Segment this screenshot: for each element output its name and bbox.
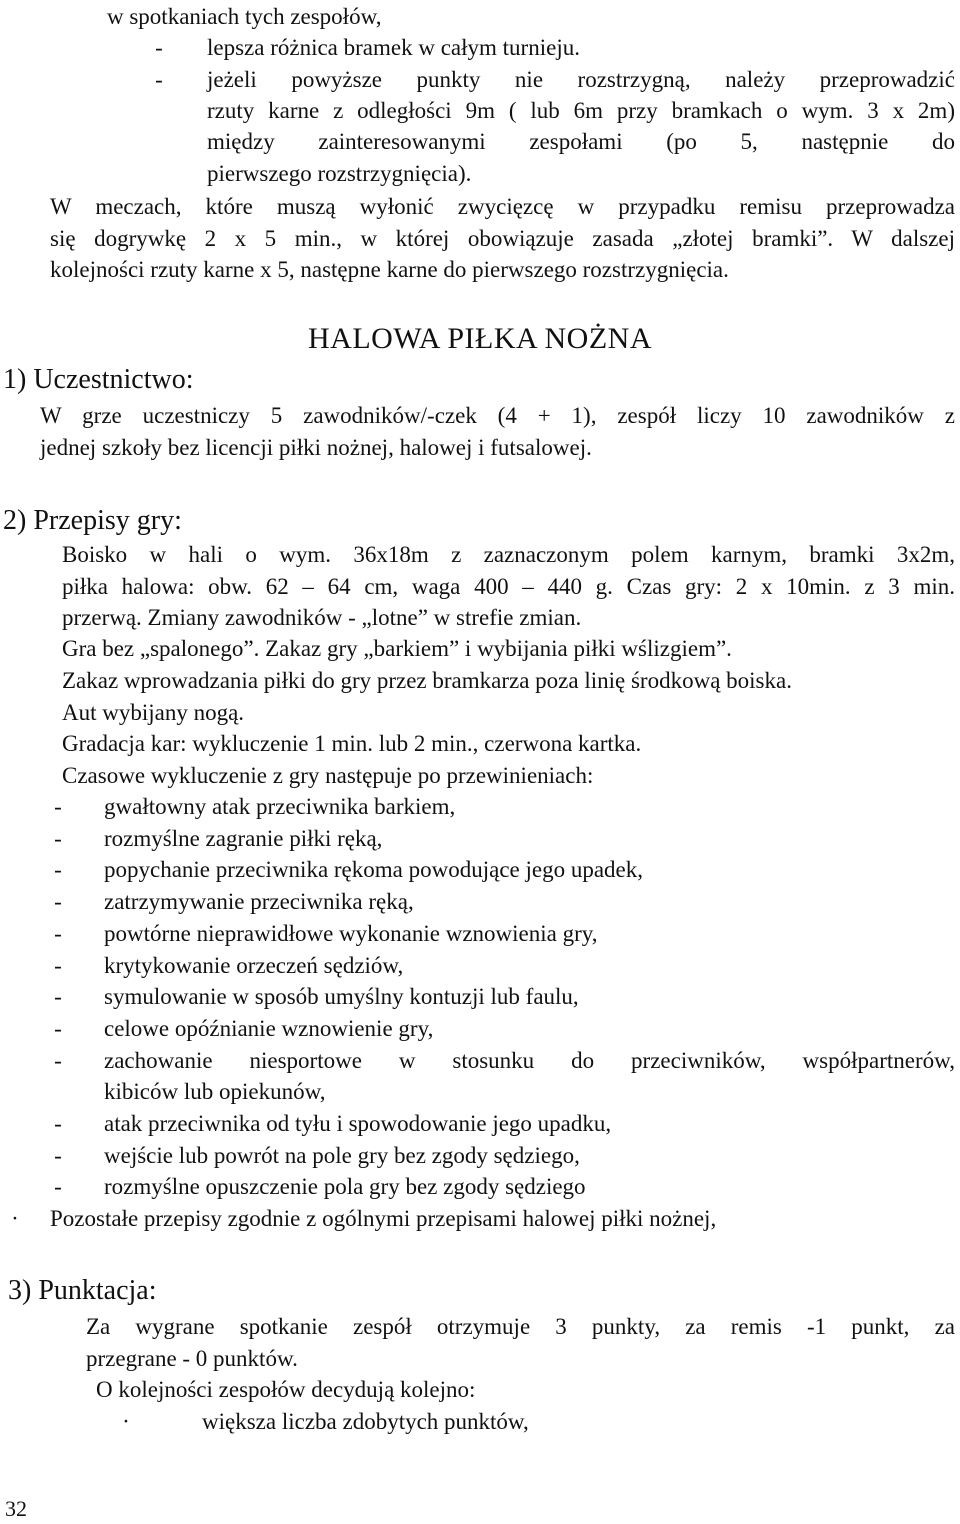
scoring-line: O kolejności zespołów decydują kolejno: [96, 1377, 476, 1402]
page-title: HALOWA PIŁKA NOŻNA [308, 322, 652, 355]
rules-line: piłka halowa: obw. 62 – 64 cm, waga 400 – 440 g. Czas gry: 2 x 10min. z 3 min. [62, 574, 955, 599]
foul-item: powtórne nieprawidłowe wykonanie wznowienia gry, [104, 921, 598, 946]
rules-line: przerwą. Zmiany zawodników - „lotne” w strefie zmian. [62, 605, 582, 630]
foul-item: zachowanie niesportowe w stosunku do przeciwników, współpartnerów, [104, 1048, 955, 1073]
list-dash: - [54, 984, 62, 1009]
rules-other: Pozostałe przepisy zgodnie z ogólnymi przepisami halowej piłki nożnej, [50, 1206, 717, 1231]
list-dash: - [54, 1143, 62, 1168]
list-dash: - [54, 889, 62, 914]
scoring-bullet-item: większa liczba zdobytych punktów, [202, 1409, 529, 1434]
list-dash: - [54, 1016, 62, 1041]
list-dash: - [54, 857, 62, 882]
page-number: 32 [5, 1496, 27, 1521]
foul-item: popychanie przeciwnika rękoma powodujące jego upadek, [104, 857, 644, 882]
foul-item: celowe opóźnianie wznowienie gry, [104, 1016, 434, 1041]
intro-paragraph-line: się dogrywkę 2 x 5 min., w której obowiązuje zasada „złotej bramki”. W dalszej [50, 226, 955, 251]
intro-paragraph-line: kolejności rzuty karne x 5, następne karne do pierwszego rozstrzygnięcia. [50, 257, 729, 282]
rules-line: Gradacja kar: wykluczenie 1 min. lub 2 min., czerwona kartka. [62, 731, 642, 756]
section1-line: W grze uczestniczy 5 zawodników/-czek (4 + 1), zespół liczy 10 zawodników z [40, 403, 955, 428]
list-dash: - [155, 67, 163, 92]
foul-item-cont: kibiców lub opiekunów, [104, 1079, 326, 1104]
list-dash: - [155, 35, 163, 60]
intro-list-item-cont: rzuty karne z odległości 9m ( lub 6m przy bramkach o wym. 3 x 2m) [207, 98, 955, 123]
foul-item: zatrzymywanie przeciwnika ręką, [104, 889, 414, 914]
list-dash: - [54, 953, 62, 978]
foul-item: wejście lub powrót na pole gry bez zgody sędziego, [104, 1143, 580, 1168]
section-heading-punktacja: 3) Punktacja: [8, 1275, 157, 1306]
intro-list-item-cont: między zainteresowanymi zespołami (po 5, następnie do [207, 129, 955, 154]
foul-item: rozmyślne zagranie piłki ręką, [104, 826, 383, 851]
foul-item: krytykowanie orzeczeń sędziów, [104, 953, 404, 978]
list-dash: - [54, 1048, 62, 1073]
rules-line: Zakaz wprowadzania piłki do gry przez bramkarza poza linię środkową boiska. [62, 668, 792, 693]
rules-line: Czasowe wykluczenie z gry następuje po przewinieniach: [62, 763, 594, 788]
foul-item: gwałtowny atak przeciwnika barkiem, [104, 794, 456, 819]
intro-list-item: jeżeli powyższe punkty nie rozstrzygną, należy przeprowadzić [207, 67, 955, 92]
rules-line: Aut wybijany nogą. [62, 700, 245, 725]
list-dash: - [54, 921, 62, 946]
section-heading-uczestnictwo: 1) Uczestnictwo: [3, 364, 194, 395]
list-dash: - [54, 1111, 62, 1136]
list-dash: - [54, 1174, 62, 1199]
intro-paragraph-line: W meczach, które muszą wyłonić zwycięzcę w przypadku remisu przeprowadza [50, 194, 955, 219]
rules-line: Gra bez „spalonego”. Zakaz gry „barkiem” i wybijania piłki wślizgiem”. [62, 636, 732, 661]
bullet-dot: · [11, 1206, 19, 1231]
intro-list-item: lepsza różnica bramek w całym turnieju. [207, 35, 580, 60]
section1-line: jednej szkoły bez licencji piłki nożnej, halowej i futsalowej. [40, 435, 592, 460]
list-dash: - [54, 826, 62, 851]
section-heading-przepisy: 2) Przepisy gry: [3, 505, 182, 536]
intro-list-item-cont: pierwszego rozstrzygnięcia). [207, 161, 472, 186]
list-dash: - [54, 794, 62, 819]
foul-item: atak przeciwnika od tyłu i spowodowanie jego upadku, [104, 1111, 612, 1136]
scoring-line: przegrane - 0 punktów. [86, 1346, 298, 1371]
intro-line: w spotkaniach tych zespołów, [107, 4, 382, 29]
foul-item: rozmyślne opuszczenie pola gry bez zgody sędziego [104, 1174, 586, 1199]
scoring-line: Za wygrane spotkanie zespół otrzymuje 3 punkty, za remis -1 punkt, za [86, 1314, 955, 1339]
foul-item: symulowanie w sposób umyślny kontuzji lub faulu, [104, 984, 579, 1009]
rules-line: Boisko w hali o wym. 36x18m z zaznaczonym polem karnym, bramki 3x2m, [62, 542, 955, 567]
bullet-dot: · [122, 1409, 130, 1434]
